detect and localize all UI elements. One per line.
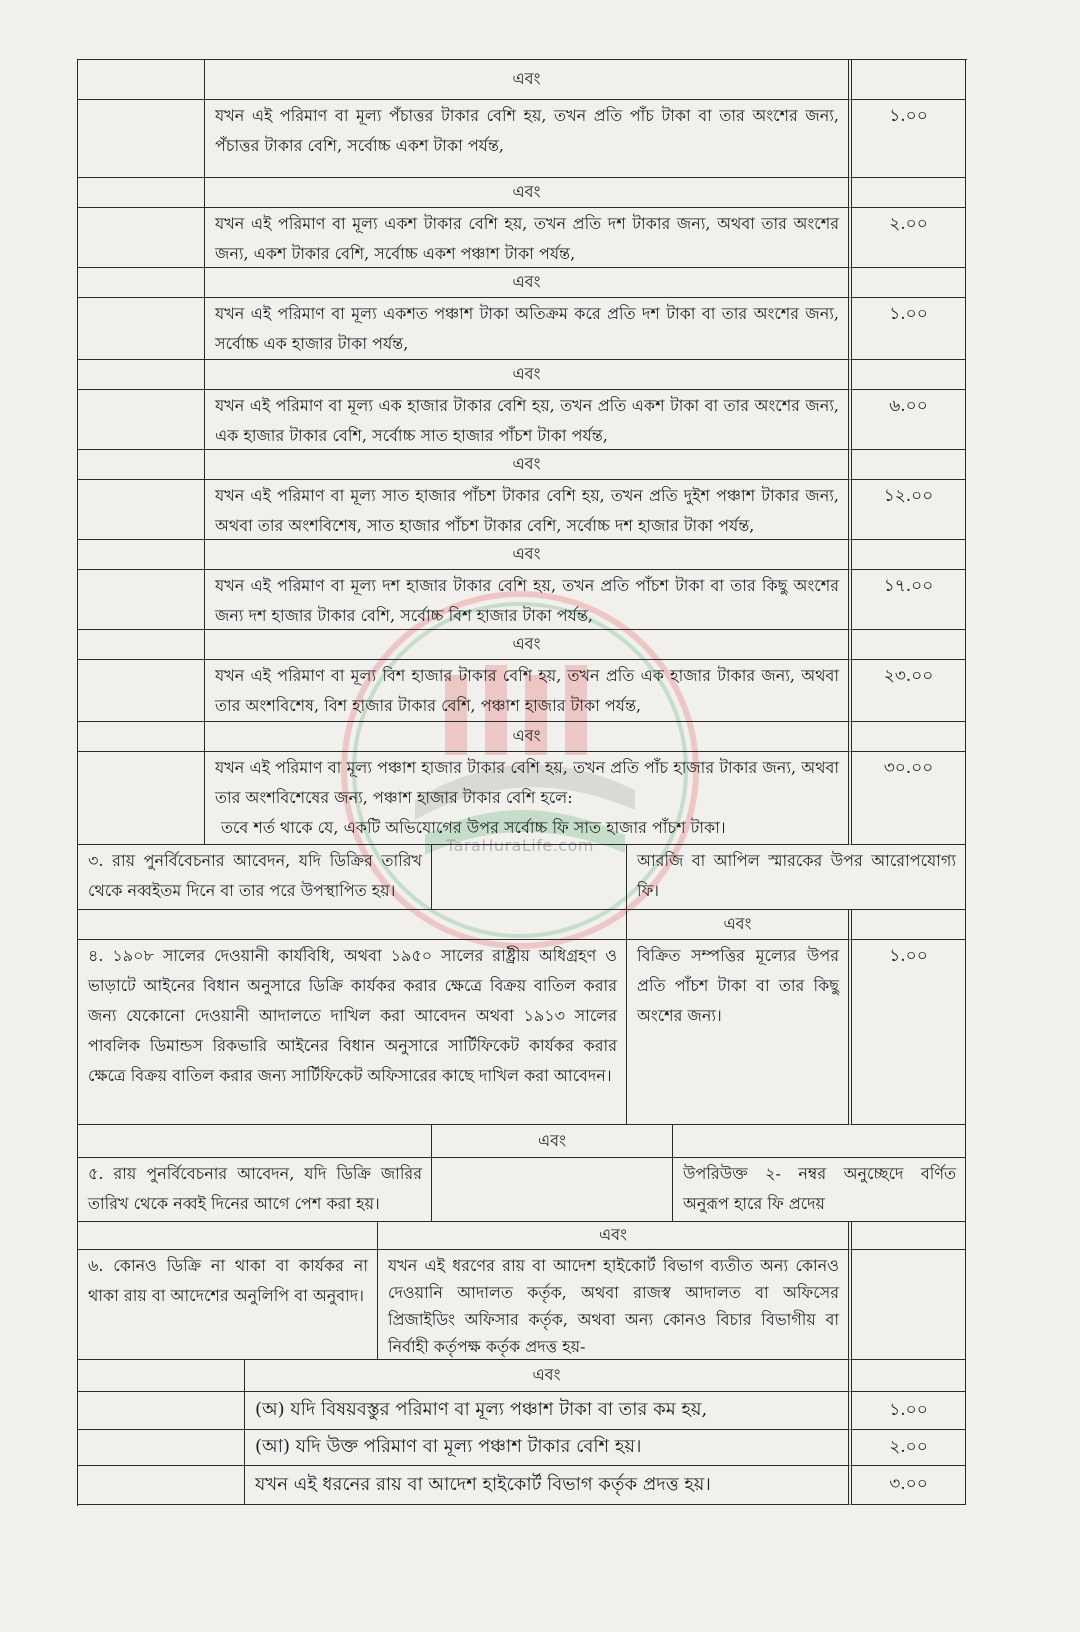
connector-and: এবং	[378, 1222, 852, 1250]
empty-cell	[673, 1125, 966, 1158]
item-5-fee-rule: উপরিউক্ত ২- নম্বর অনুচ্ছেদে বর্ণিত অনুরূপ হারে ফি প্রদেয়	[673, 1158, 966, 1222]
connector-and: এবং	[205, 630, 852, 660]
empty-cell	[852, 1250, 966, 1360]
item-5-description: ৫. রায় পুনর্বিবেচনার আবেদন, যদি ডিক্রি জারির তারিখ থেকে নব্বই দিনের আগে পেশ করা হয়।	[78, 1158, 432, 1222]
empty-cell	[78, 540, 205, 570]
item-6-sub-fee: ১.০০	[852, 1392, 966, 1430]
item-6-sub-row: (অ) যদি বিষয়বস্তুর পরিমাণ বা মূল্য পঞ্চাশ টাকা বা তার কম হয়,	[245, 1392, 852, 1430]
empty-cell	[432, 1158, 673, 1222]
slab-fee: ১৭.০০	[852, 570, 966, 630]
empty-cell	[78, 570, 205, 630]
connector-and: এবং	[205, 268, 852, 298]
empty-cell	[78, 298, 205, 360]
watermark-text: TaraHuraLife.com	[446, 836, 594, 855]
slab-fee: ২.০০	[852, 208, 966, 268]
empty-cell	[852, 268, 966, 298]
slab-description: যখন এই পরিমাণ বা মূল্য পঁচাত্তর টাকার বেশি হয়, তখন প্রতি পাঁচ টাকা বা তার অংশের জন্য, পঁচাত্তর টাকার বেশি, সর্বোচ্চ একশ টাকা পর্যন্ত,	[205, 100, 852, 178]
empty-cell	[78, 1430, 245, 1466]
connector-and: এবং	[432, 1125, 673, 1158]
item-6-sub-fee: ২.০০	[852, 1430, 966, 1466]
item-6-condition: যখন এই ধরণের রায় বা আদেশ হাইকোর্ট বিভাগ ব্যতীত অন্য কোনও দেওয়ানি আদালত কর্তৃক, অথবা রাজস্ব আদালত বা অফিসের প্রিজাইডিং অফিসার কর্তৃক, অথবা অন্য কোনও বিচার বিভাগীয় বা নির্বাহী কর্তৃপক্ষ কর্তৃক প্রদত্ত হয়-	[378, 1250, 852, 1360]
item-6-sub-row: যখন এই ধরনের রায় বা আদেশ হাইকোর্ট বিভাগ কর্তৃক প্রদত্ত হয়।	[245, 1466, 852, 1505]
empty-cell	[78, 390, 205, 450]
empty-cell	[78, 630, 205, 660]
slab-description: যখন এই পরিমাণ বা মূল্য এক হাজার টাকার বেশি হয়, তখন প্রতি একশ টাকা বা তার অংশের জন্য, এক হাজার টাকার বেশি, সর্বোচ্চ সাত হাজার পাঁচশ টাকা পর্যন্ত,	[205, 390, 852, 450]
empty-cell	[852, 1222, 966, 1250]
empty-cell	[78, 208, 205, 268]
empty-cell	[852, 630, 966, 660]
connector-and: এবং	[627, 910, 852, 940]
slab-description-text: যখন এই পরিমাণ বা মূল্য পঞ্চাশ হাজার টাকার বেশি হয়, তখন প্রতি পাঁচ হাজার টাকার জন্য, অথবা তার অংশবিশেষের জন্য, পঞ্চাশ হাজার টাকার বেশি হলে:	[215, 758, 839, 807]
empty-cell	[852, 722, 966, 752]
empty-cell	[78, 178, 205, 208]
slab-description: যখন এই পরিমাণ বা মূল্য একশত পঞ্চাশ টাকা অতিক্রম করে প্রতি দশ টাকা বা তার অংশের জন্য, সর্বোচ্চ এক হাজার টাকা পর্যন্ত,	[205, 298, 852, 360]
slab-description-final	[205, 752, 852, 845]
empty-cell	[78, 1125, 432, 1158]
connector-and: এবং	[205, 722, 852, 752]
slab-fee: ৩০.০০	[852, 752, 966, 845]
item-6-description: ৬. কোনও ডিক্রি না থাকা বা কার্যকর না থাকা রায় বা আদেশের অনুলিপি বা অনুবাদ।	[78, 1250, 378, 1360]
empty-cell	[78, 100, 205, 178]
empty-cell	[852, 60, 966, 100]
empty-cell	[78, 1222, 378, 1250]
empty-cell	[78, 1392, 245, 1430]
empty-cell	[78, 752, 205, 845]
slab-description: যখন এই পরিমাণ বা মূল্য দশ হাজার টাকার বেশি হয়, তখন প্রতি পাঁচশ টাকা বা তার কিছু অংশের জন্য দশ হাজার টাকার বেশি, সর্বোচ্চ বিশ হাজার টাকা পর্যন্ত,	[205, 570, 852, 630]
connector-and: এবং	[205, 60, 852, 100]
empty-cell	[78, 360, 205, 390]
connector-and: এবং	[205, 450, 852, 480]
connector-and: এবং	[205, 178, 852, 208]
connector-and: এবং	[205, 360, 852, 390]
empty-cell	[432, 845, 627, 910]
item-4-rate-basis: বিক্রিত সম্পত্তির মূল্যের উপর প্রতি পাঁচশ টাকা বা তার কিছু অংশের জন্য।	[627, 940, 852, 1125]
item-4-fee: ১.০০	[852, 940, 966, 1125]
slab-description: যখন এই পরিমাণ বা মূল্য বিশ হাজার টাকার বেশি হয়, তখন প্রতি এক হাজার টাকার জন্য, অথবা তার অংশবিশেষ, বিশ হাজার টাকার বেশি, পঞ্চাশ হাজার টাকা পর্যন্ত,	[205, 660, 852, 722]
empty-cell	[78, 60, 205, 100]
slab-fee: ২৩.০০	[852, 660, 966, 722]
item-4-description: ৪. ১৯০৮ সালের দেওয়ানী কার্যবিধি, অথবা ১৯৫০ সালের রাষ্ট্রীয় অধিগ্রহণ ও ভাড়াটে আইনের বিধান অনুসারে ডিক্রি কার্যকর করার ক্ষেত্রে বিক্রয় বাতিল করার জন্য যেকোনো দেওয়ানী আদালতে দাখিল করা আবেদন অথবা ১৯১৩ সালের পাবলিক ডিমান্ডস রিকভারি আইনের বিধান অনুসারে সার্টিফিকেট কার্যকর করার ক্ষেত্রে বিক্রয় বাতিল করার জন্য সার্টিফিকেট অফিসারের কাছে দাখিল করা আবেদন।	[78, 940, 627, 1125]
empty-cell	[78, 450, 205, 480]
empty-cell	[852, 450, 966, 480]
slab-fee: ১.০০	[852, 298, 966, 360]
slab-fee: ১২.০০	[852, 480, 966, 540]
empty-cell	[78, 268, 205, 298]
slab-fee: ১.০০	[852, 100, 966, 178]
slab-proviso: তবে শর্ত থাকে যে, একটি অভিযোগের উপর সর্বোচ্চ ফি সাত হাজার পাঁচশ টাকা।	[221, 818, 726, 837]
empty-cell	[852, 910, 966, 940]
slab-description: যখন এই পরিমাণ বা মূল্য সাত হাজার পাঁচশ টাকার বেশি হয়, তখন প্রতি দুইশ পঞ্চাশ টাকার জন্য, অথবা তার অংশবিশেষ, সাত হাজার পাঁচশ টাকার বেশি, সর্বোচ্চ দশ হাজার টাকা পর্যন্ত,	[205, 480, 852, 540]
slab-description: যখন এই পরিমাণ বা মূল্য একশ টাকার বেশি হয়, তখন প্রতি দশ টাকার জন্য, অথবা তার অংশের জন্য, একশ টাকার বেশি, সর্বোচ্চ একশ পঞ্চাশ টাকা পর্যন্ত,	[205, 208, 852, 268]
item-3-fee-rule: আরজি বা আপিল স্মারকের উপর আরোপযোগ্য ফি।	[627, 845, 966, 910]
connector-and: এবং	[245, 1360, 852, 1392]
empty-cell	[78, 660, 205, 722]
empty-cell	[78, 1466, 245, 1505]
empty-cell	[78, 722, 205, 752]
connector-and: এবং	[205, 540, 852, 570]
empty-cell	[78, 1360, 245, 1392]
empty-cell	[78, 910, 627, 940]
item-6-sub-fee: ৩.০০	[852, 1466, 966, 1505]
empty-cell	[852, 540, 966, 570]
empty-cell	[78, 480, 205, 540]
item-3-description: ৩. রায় পুনর্বিবেচনার আবেদন, যদি ডিক্রির তারিখ থেকে নব্বইতম দিনে বা তার পরে উপস্থাপিত হয়।	[78, 845, 432, 910]
slab-fee: ৬.০০	[852, 390, 966, 450]
empty-cell	[852, 360, 966, 390]
empty-cell	[852, 1360, 966, 1392]
item-6-sub-row: (আ) যদি উক্ত পরিমাণ বা মূল্য পঞ্চাশ টাকার বেশি হয়।	[245, 1430, 852, 1466]
empty-cell	[852, 178, 966, 208]
